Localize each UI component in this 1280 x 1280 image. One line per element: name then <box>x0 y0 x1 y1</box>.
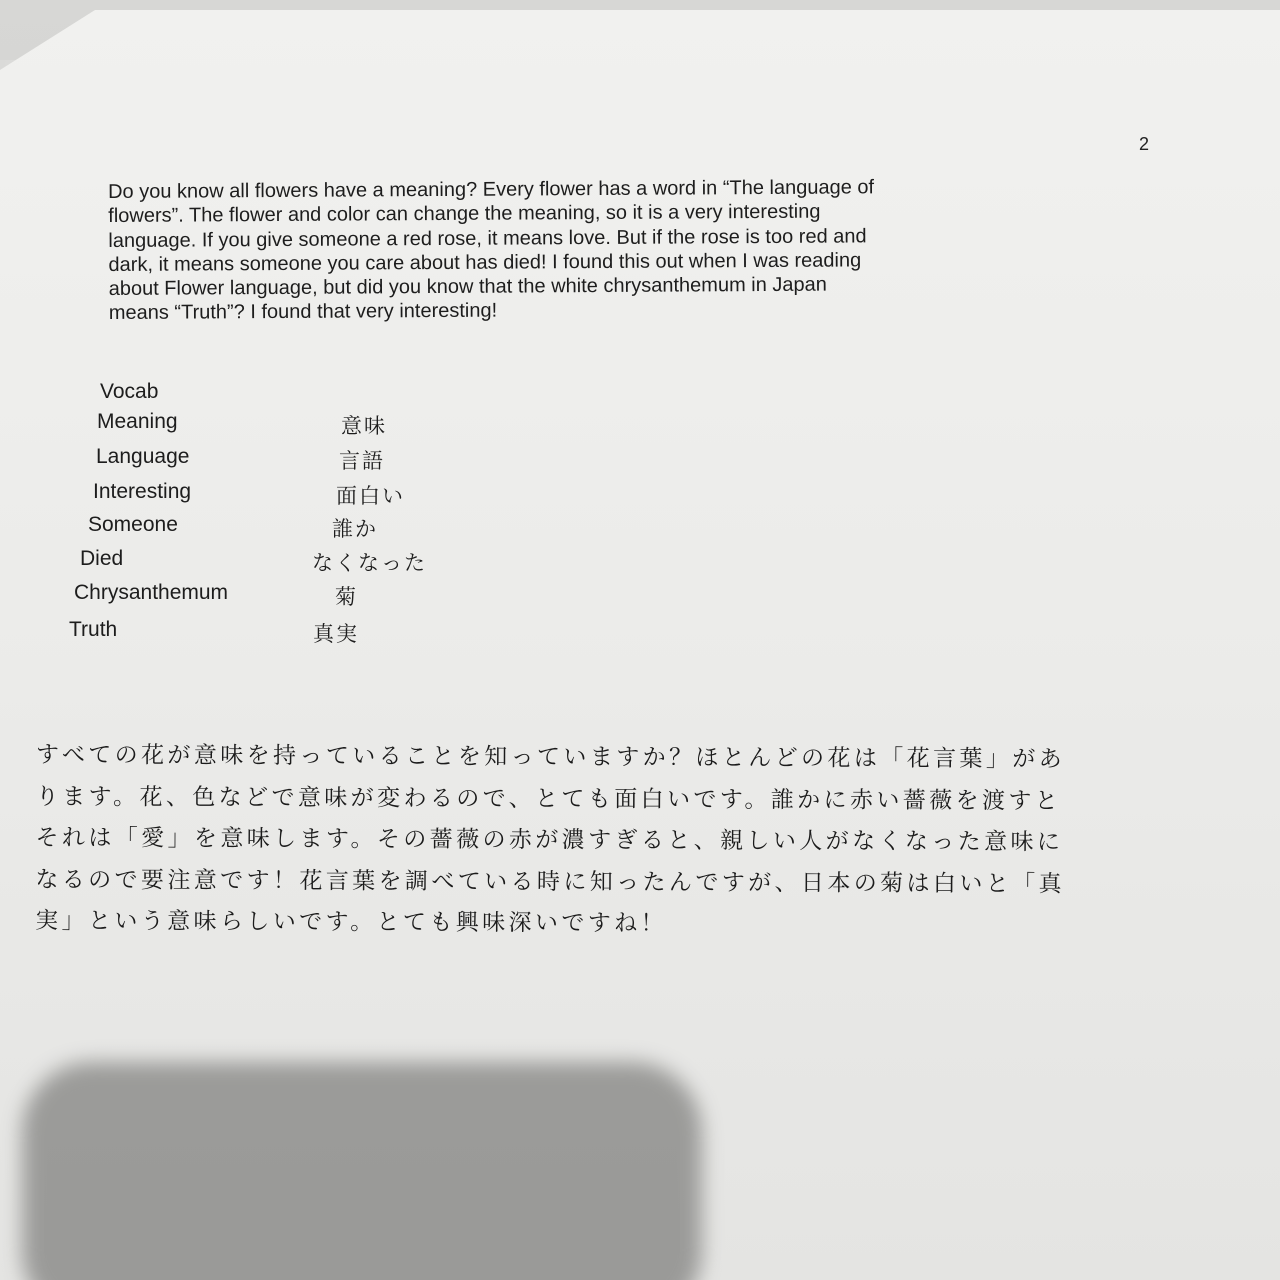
hand-shadow <box>22 1062 702 1280</box>
intro-line: about Flower language, but did you know that the white chrysanthemum in Japan <box>108 273 827 301</box>
intro-line: means “Truth”? I found that very interesting! <box>108 300 498 325</box>
japanese-line: すべての花が意味を持っていることを知っていますか？ほとんどの花は「花言葉」があ <box>35 741 1066 773</box>
vocab-english: Meaning <box>97 410 178 433</box>
vocab-english: Truth <box>69 618 118 641</box>
vocab-title: Vocab <box>100 380 159 403</box>
vocab-japanese: 菊 <box>335 586 358 609</box>
intro-line: Do you know all flowers have a meaning? Every flower has a word in “The language of <box>108 176 875 203</box>
vocab-japanese: 面白い <box>336 485 405 508</box>
japanese-line: ります。花、色などで意味が変わるので、とても面白いです。誰かに赤い薔薇を渡すと <box>35 783 1062 814</box>
japanese-line: 実」という意味らしいです。とても興味深いですね！ <box>35 907 668 937</box>
page-number: 2 <box>1139 134 1150 154</box>
japanese-paragraph <box>35 735 1276 948</box>
japanese-line: なるので要注意です！花言葉を調べている時に知ったんですが、日本の菊は白いと「真 <box>35 866 1066 897</box>
vocab-english: Someone <box>88 513 178 536</box>
intro-line: flowers”. The flower and color can change the meaning, so it is a very interesting <box>108 200 821 228</box>
vocab-japanese: 言語 <box>339 450 385 473</box>
vocab-english: Died <box>80 547 124 570</box>
vocab-japanese: なくなった <box>312 552 427 575</box>
intro-line: dark, it means someone you care about has died! I found this out when I was reading <box>108 249 862 276</box>
vocab-japanese: 意味 <box>341 415 387 438</box>
vocab-japanese: 誰か <box>332 518 378 541</box>
intro-line: language. If you give someone a red rose, it means love. But if the rose is too red and <box>108 224 867 252</box>
vocab-japanese: 真実 <box>313 623 359 646</box>
intro-paragraph <box>108 174 1169 326</box>
japanese-line: それは「愛」を意味します。その薔薇の赤が濃すぎると、親しい人がなくなった意味に <box>35 824 1064 856</box>
vocab-english: Language <box>96 445 190 468</box>
vocab-english: Chrysanthemum <box>74 581 229 604</box>
vocab-english: Interesting <box>93 480 192 503</box>
